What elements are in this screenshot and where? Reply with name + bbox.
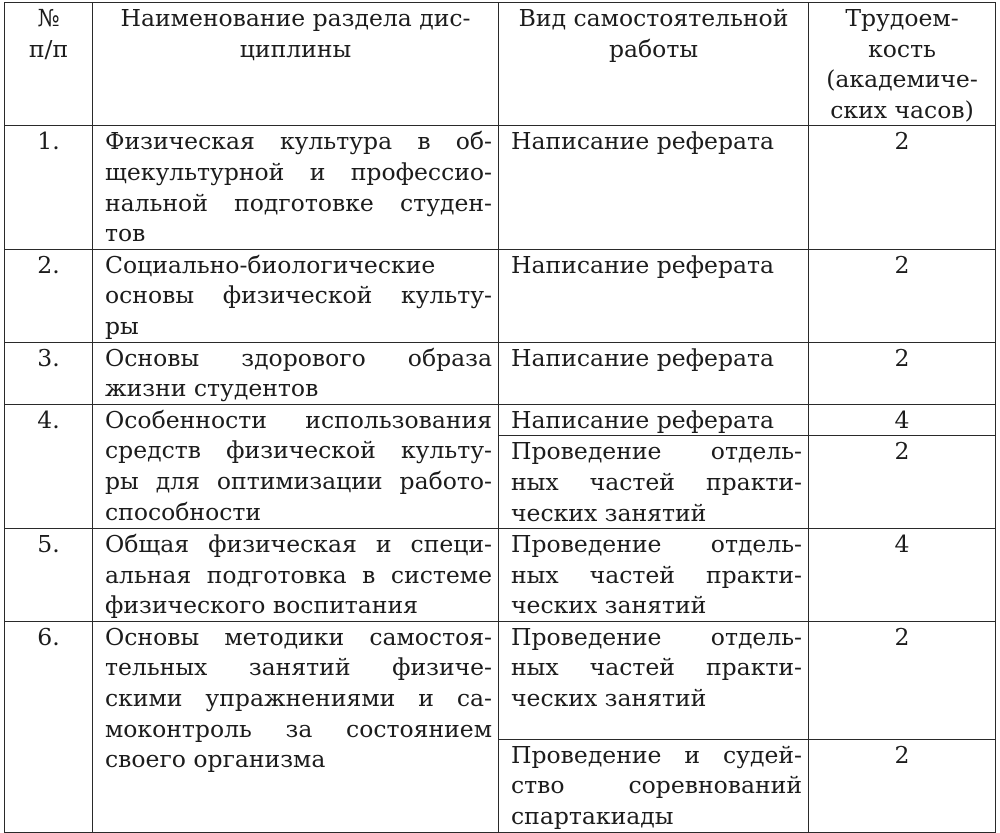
work-type: Проведение отдель- ных частей практи- ческих занятий (499, 436, 809, 529)
work-type: Написание реферата (499, 342, 809, 404)
hours: 2 (809, 739, 996, 832)
table-row (5, 249, 996, 342)
hours: 4 (809, 529, 996, 622)
row-number: 2. (5, 249, 93, 342)
row-number: 5. (5, 529, 93, 622)
section-name: Особенности использования средств физической культу- ры для оптимизации работо- способности (93, 404, 499, 528)
section-name: Общая физическая и специ- альная подготовка в системе физического воспитания (93, 529, 499, 622)
independent-work-table (4, 2, 996, 833)
header-row (5, 3, 996, 126)
table-row (5, 126, 996, 249)
work-type: Написание реферата (499, 126, 809, 249)
table-row (5, 404, 996, 436)
hours: 2 (809, 621, 996, 739)
header-num: № п/п (5, 3, 93, 126)
row-number: 6. (5, 621, 93, 832)
row-number: 3. (5, 342, 93, 404)
section-name: Физическая культура в об- щекультурной и профессио- нальной подготовке студен- тов (93, 126, 499, 249)
work-type: Проведение отдель- ных частей практи- ческих занятий (499, 621, 809, 739)
table-row (5, 342, 996, 404)
hours: 2 (809, 249, 996, 342)
hours: 4 (809, 404, 996, 436)
work-type: Написание реферата (499, 404, 809, 436)
table-row (5, 621, 996, 739)
header-section: Наименование раздела дис- циплины (93, 3, 499, 126)
table-row (5, 529, 996, 622)
row-number: 4. (5, 404, 93, 528)
hours: 2 (809, 342, 996, 404)
header-work-type: Вид самостоятельной работы (499, 3, 809, 126)
work-type: Проведение отдель- ных частей практи- ческих занятий (499, 529, 809, 622)
section-name: Социально-биологические основы физической культу- ры (93, 249, 499, 342)
hours: 2 (809, 126, 996, 249)
section-name: Основы здорового образа жизни студентов (93, 342, 499, 404)
work-type: Написание реферата (499, 249, 809, 342)
hours: 2 (809, 436, 996, 529)
header-hours: Трудоем- кость (академиче- ских часов) (809, 3, 996, 126)
row-number: 1. (5, 126, 93, 249)
section-name: Основы методики самостоя- тельных занятий физиче- скими упражнениями и са- моконтроль за состоянием своего организма (93, 621, 499, 832)
work-type: Проведение и судей- ство соревнований спартакиады (499, 739, 809, 832)
